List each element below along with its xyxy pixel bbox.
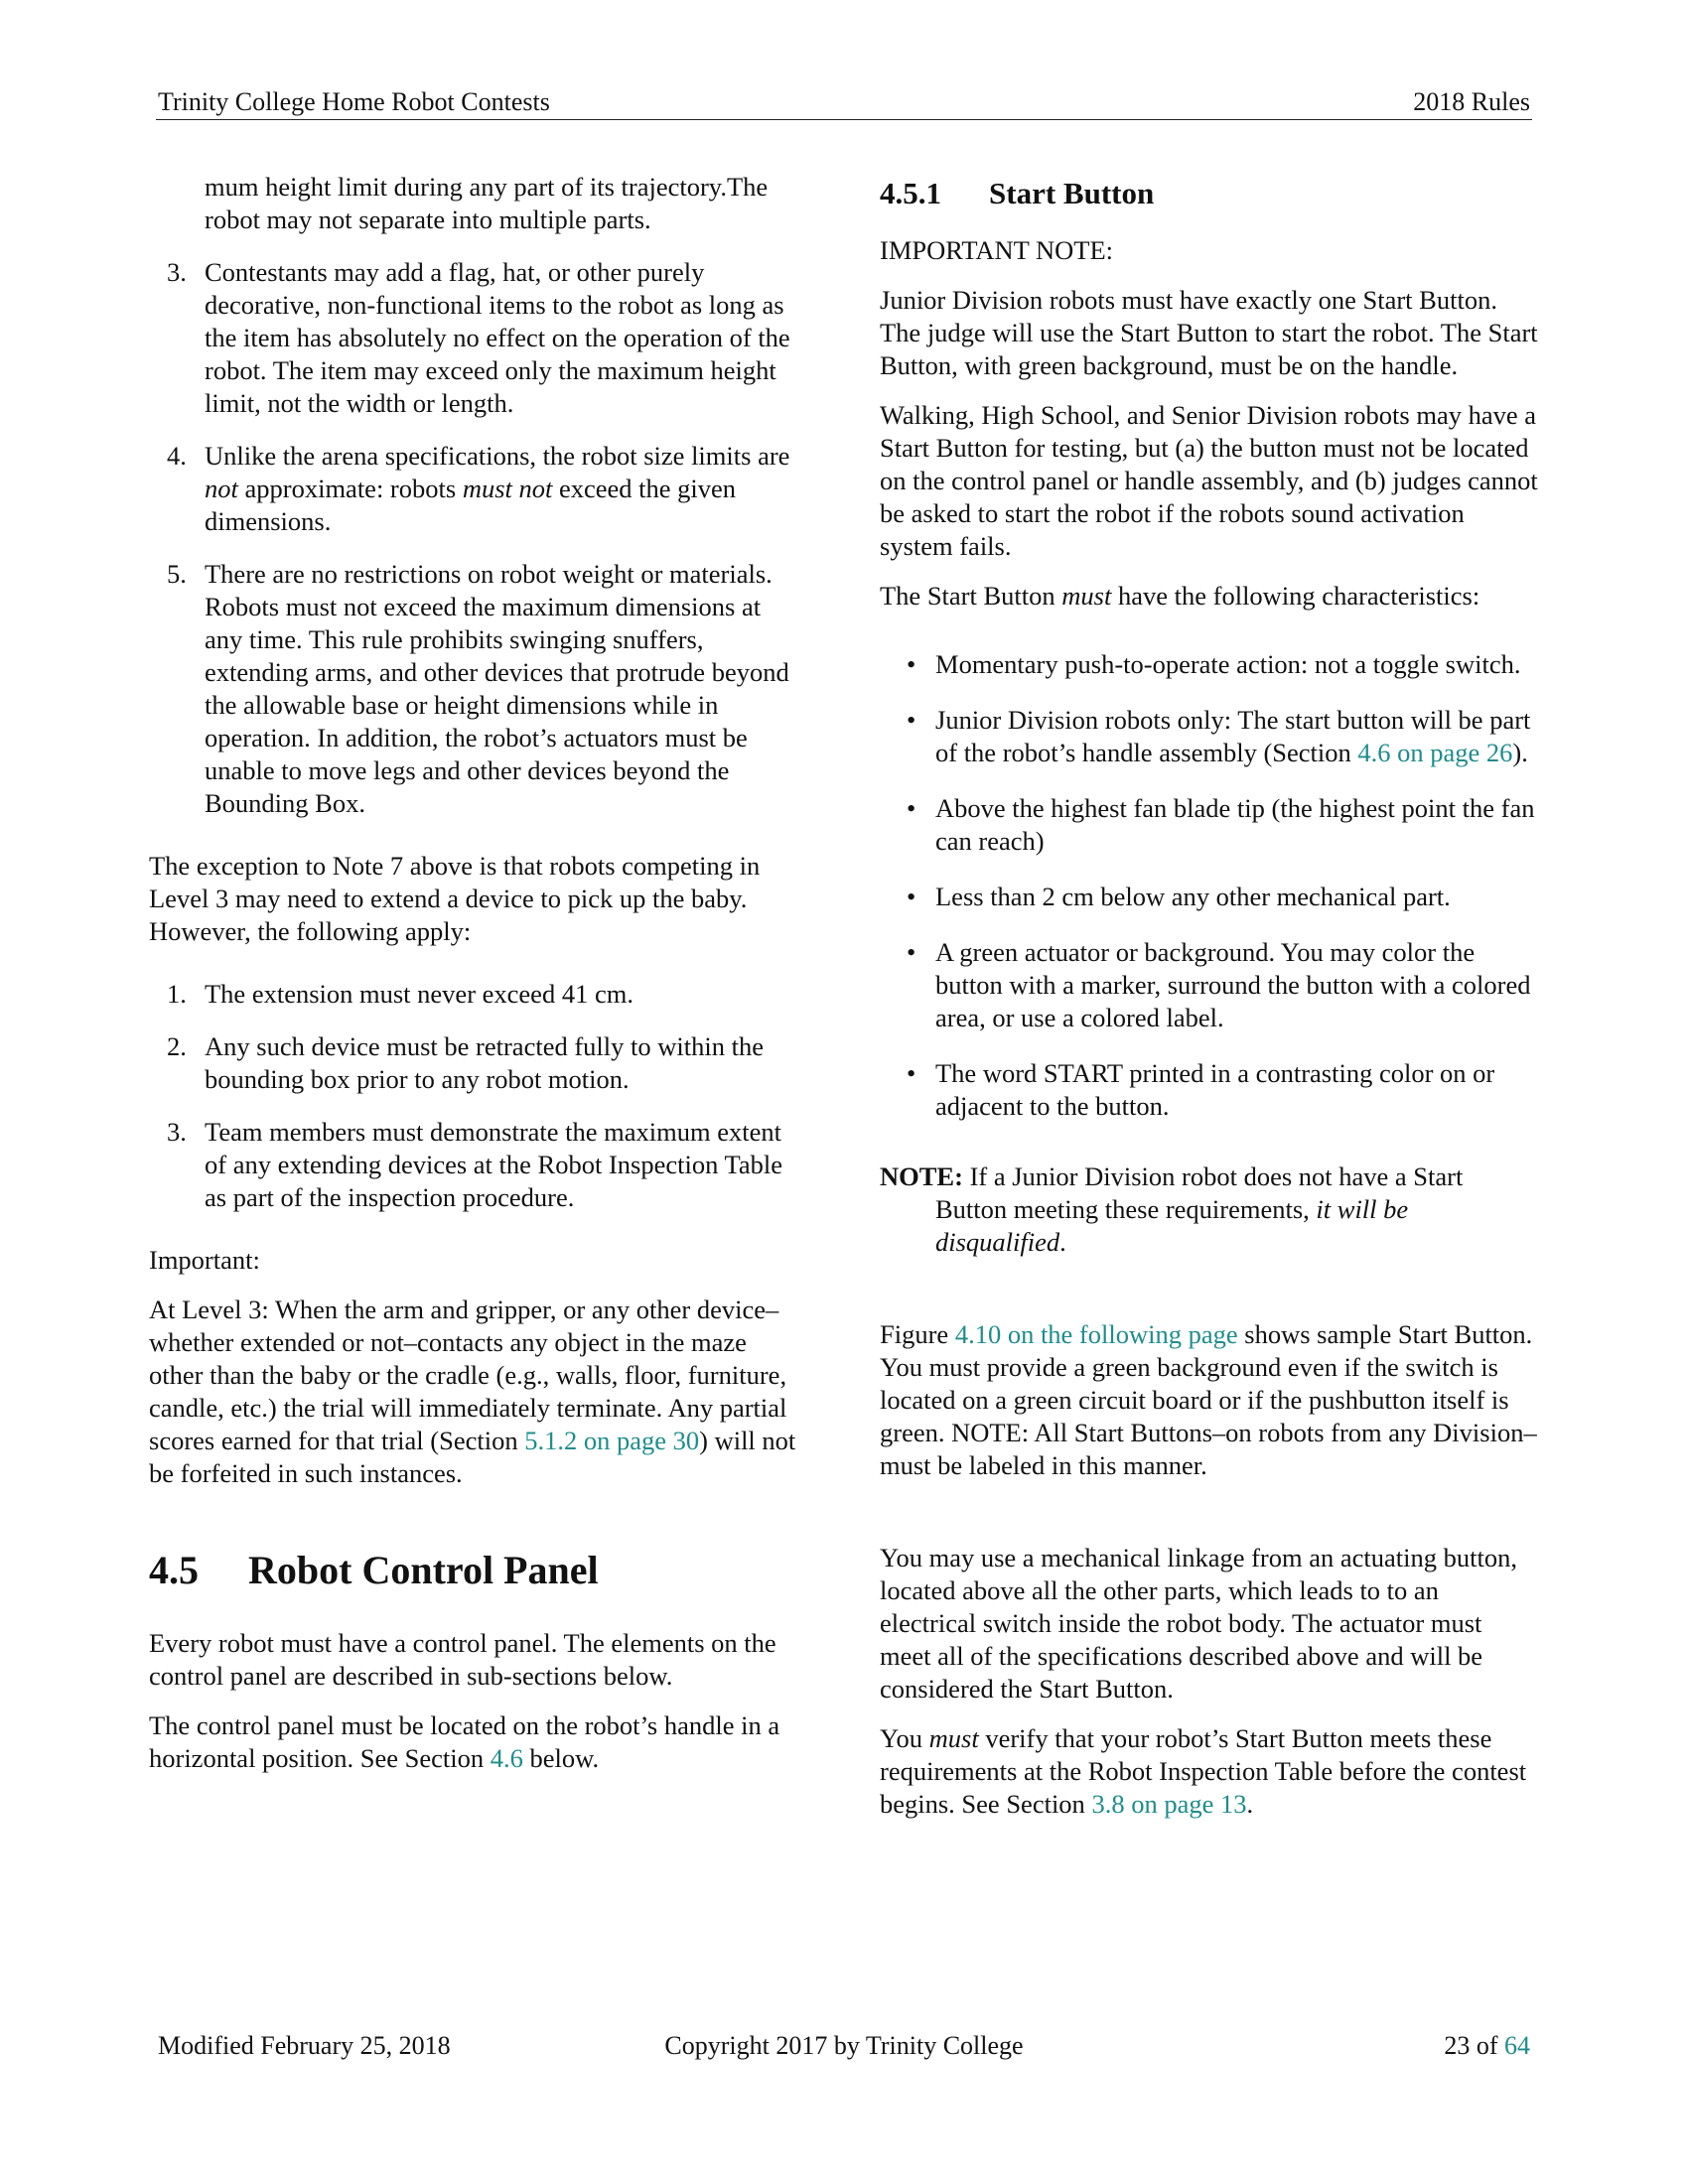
walking-paragraph: Walking, High School, and Senior Division robots may have a Start Button for testing, but (a) the button must not be located on the control panel or handle assembly, and (b) judges cannot be asked to start the robot if the robots sound activation system fails.: [880, 400, 1538, 561]
list-number: 3.: [167, 257, 187, 287]
list-text: Team members must demonstrate the maximum extent of any extending devices at the Robot Inspection Table as part of the inspection procedure.: [205, 1117, 782, 1212]
linkage-paragraph: You may use a mechanical linkage from an actuating button, located above all the other parts, which leads to to an electrical switch inside the robot body. The actuator must meet all of the specifications described above and will be considered the Start Button.: [880, 1543, 1517, 1704]
verify-paragraph: You must verify that your robot’s Start Button meets these requirements at the Robot Inspection Table before the contest begins. See Section 3.8 on page 13.: [880, 1723, 1527, 1819]
list-text: Any such device must be retracted fully to within the bounding box prior to any robot motion.: [205, 1031, 764, 1094]
header-edition: 2018 Rules: [1413, 87, 1530, 116]
bullet: •: [907, 705, 916, 735]
section-link[interactable]: 4.6: [490, 1743, 523, 1773]
left-column: [149, 171, 804, 1792]
section-title: Robot Control Panel: [248, 1548, 599, 1592]
continued-list-text: mum height limit during any part of its trajectory.The robot may not separate into multiple parts.: [205, 172, 769, 234]
list-item: [149, 256, 804, 420]
list-item: [149, 558, 804, 820]
footer-modified-date: Modified February 25, 2018: [158, 2031, 451, 2060]
section-link[interactable]: 4.6 on page 26: [1357, 738, 1513, 767]
section-link[interactable]: 3.8 on page 13: [1091, 1789, 1247, 1819]
list-item: • A green actuator or background. You may color the button with a marker, surround the button with a colored area, or use a colored label.: [907, 937, 1531, 1032]
list-number: 3.: [167, 1117, 187, 1147]
list-text: There are no restrictions on robot weight or materials. Robots must not exceed the maximum dimensions at any time. This rule prohibits swinging snuffers, extending arms, and other devices that protrude beyond the allowable base or height dimensions while in operation. In addition, the robot’s actuators must be unable to move legs and other devices beyond the Bounding Box.: [205, 559, 789, 818]
note-label: NOTE:: [880, 1161, 963, 1191]
list-item: [149, 978, 804, 1011]
figure-link[interactable]: 4.10 on the following page: [954, 1319, 1238, 1349]
section-heading: [149, 1548, 804, 1593]
total-pages-link[interactable]: 64: [1504, 2031, 1530, 2060]
list-item: • Junior Division robots only: The start button will be part of the robot’s handle assembly (Section 4.6 on page 26).: [907, 705, 1531, 767]
bullet: •: [907, 649, 916, 679]
extension-rules-list: [149, 978, 804, 1214]
subsection-heading: [880, 175, 1539, 212]
list-number: 4.: [167, 441, 187, 471]
bullet: •: [907, 937, 916, 967]
figure-paragraph: Figure 4.10 on the following page shows sample Start Button. You must provide a green background even if the switch is located on a green circuit board or if the pushbutton itself is green. NOTE: All Start Buttons–on robots from any Division–must be labeled in this manner.: [880, 1319, 1537, 1480]
bullet: •: [907, 882, 916, 911]
header-title: Trinity College Home Robot Contests: [158, 87, 550, 116]
list-item: • Less than 2 cm below any other mechanical part.: [907, 882, 1451, 911]
list-item: • The word START printed in a contrasting color on or adjacent to the button.: [907, 1058, 1495, 1121]
bullet: •: [907, 793, 916, 823]
footer-page-number: 23 of 64: [1444, 2031, 1530, 2060]
subsection-number: 4.5.1: [880, 176, 941, 210]
section-link[interactable]: 5.1.2 on page 30: [524, 1426, 700, 1455]
characteristics-paragraph: The Start Button must have the following characteristics:: [880, 581, 1480, 611]
list-text: The extension must never exceed 41 cm.: [205, 979, 633, 1009]
list-item: • Momentary push-to-operate action: not a toggle switch.: [907, 649, 1521, 679]
level3-paragraph: At Level 3: When the arm and gripper, or any other device–whether extended or not–contacts any object in the maze other than the baby or the cradle (e.g., walls, floor, furniture, candle, etc.) the trial will immediately terminate. Any partial scores earned for that trial (Section 5.1.2 on page 30) will not be forfeited in such instances.: [149, 1295, 796, 1488]
control-panel-location-paragraph: The control panel must be located on the robot’s handle in a horizontal position. See Section 4.6 below.: [149, 1710, 780, 1773]
emphasis: must not: [462, 474, 553, 503]
page-header: [156, 85, 1532, 120]
list-text: approximate: robots: [237, 474, 463, 503]
list-text: Unlike the arena specifications, the robot size limits are: [205, 441, 790, 471]
list-number: 2.: [167, 1031, 187, 1061]
emphasis: not: [205, 474, 238, 503]
list-item: • Above the highest fan blade tip (the highest point the fan can reach): [907, 793, 1535, 856]
start-button-characteristics-list: [880, 648, 1539, 1123]
robot-size-list: [149, 256, 804, 820]
important-note-label: IMPORTANT NOTE:: [880, 235, 1114, 265]
exception-paragraph: The exception to Note 7 above is that robots competing in Level 3 may need to extend a device to pick up the baby. However, the following apply:: [149, 851, 761, 946]
list-item: [149, 440, 804, 538]
list-number: 1.: [167, 979, 187, 1009]
footer-copyright: Copyright 2017 by Trinity College: [664, 2031, 1024, 2060]
important-label: Important:: [149, 1245, 260, 1275]
control-panel-paragraph: Every robot must have a control panel. The elements on the control panel are described in sub-sections below.: [149, 1628, 776, 1691]
list-item: [149, 1030, 804, 1096]
list-text: exceed the given dimensions.: [205, 474, 737, 536]
list-item: [149, 1116, 804, 1214]
disqualification-note: NOTE: If a Junior Division robot does not have a Start Button meeting these requirements, it will be disqualified.: [880, 1161, 1464, 1257]
right-column: [880, 171, 1539, 1838]
list-text: Contestants may add a flag, hat, or other purely decorative, non-functional items to the robot as long as the item has absolutely no effect on the operation of the robot. The item may exceed only the maximum height limit, not the width or length.: [205, 257, 790, 418]
bullet: •: [907, 1058, 916, 1088]
junior-paragraph: Junior Division robots must have exactly one Start Button. The judge will use the Start Button to start the robot. The Start Button, with green background, must be on the handle.: [880, 285, 1538, 380]
list-number: 5.: [167, 559, 187, 589]
subsection-title: Start Button: [989, 176, 1155, 210]
section-number: 4.5: [149, 1548, 199, 1592]
